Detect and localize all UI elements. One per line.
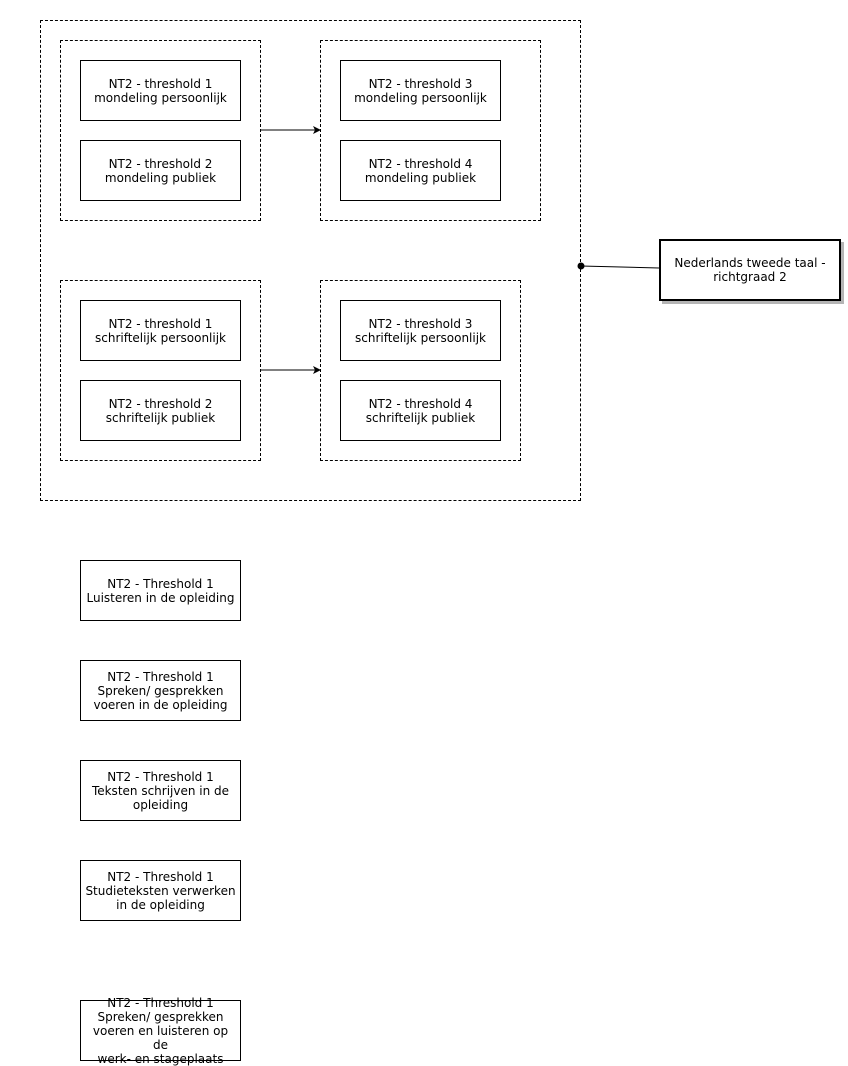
node-opleiding-spreken[interactable]: NT2 - Threshold 1 Spreken/ gesprekken voeren in de opleiding <box>80 660 241 721</box>
node-werkplaats-spreken[interactable]: NT2 - Threshold 1 Spreken/ gesprekken voeren en luisteren op de werk- en stageplaats <box>80 1000 241 1061</box>
node-schriftelijk-threshold-1[interactable]: NT2 - threshold 1 schriftelijk persoonlijk <box>80 300 241 361</box>
node-schriftelijk-threshold-2[interactable]: NT2 - threshold 2 schriftelijk publiek <box>80 380 241 441</box>
node-mondeling-threshold-2[interactable]: NT2 - threshold 2 mondeling publiek <box>80 140 241 201</box>
connector-start-dot <box>578 263 585 270</box>
node-mondeling-threshold-4[interactable]: NT2 - threshold 4 mondeling publiek <box>340 140 501 201</box>
node-mondeling-threshold-1[interactable]: NT2 - threshold 1 mondeling persoonlijk <box>80 60 241 121</box>
node-nederlands-tweede-taal[interactable]: Nederlands tweede taal - richtgraad 2 <box>659 239 841 301</box>
connector-outer-to-main[interactable] <box>581 266 659 268</box>
node-schriftelijk-threshold-3[interactable]: NT2 - threshold 3 schriftelijk persoonlijk <box>340 300 501 361</box>
node-opleiding-studieteksten[interactable]: NT2 - Threshold 1 Studieteksten verwerken in de opleiding <box>80 860 241 921</box>
node-mondeling-threshold-3[interactable]: NT2 - threshold 3 mondeling persoonlijk <box>340 60 501 121</box>
node-opleiding-schrijven[interactable]: NT2 - Threshold 1 Teksten schrijven in de opleiding <box>80 760 241 821</box>
node-schriftelijk-threshold-4[interactable]: NT2 - threshold 4 schriftelijk publiek <box>340 380 501 441</box>
node-opleiding-luisteren[interactable]: NT2 - Threshold 1 Luisteren in de opleiding <box>80 560 241 621</box>
